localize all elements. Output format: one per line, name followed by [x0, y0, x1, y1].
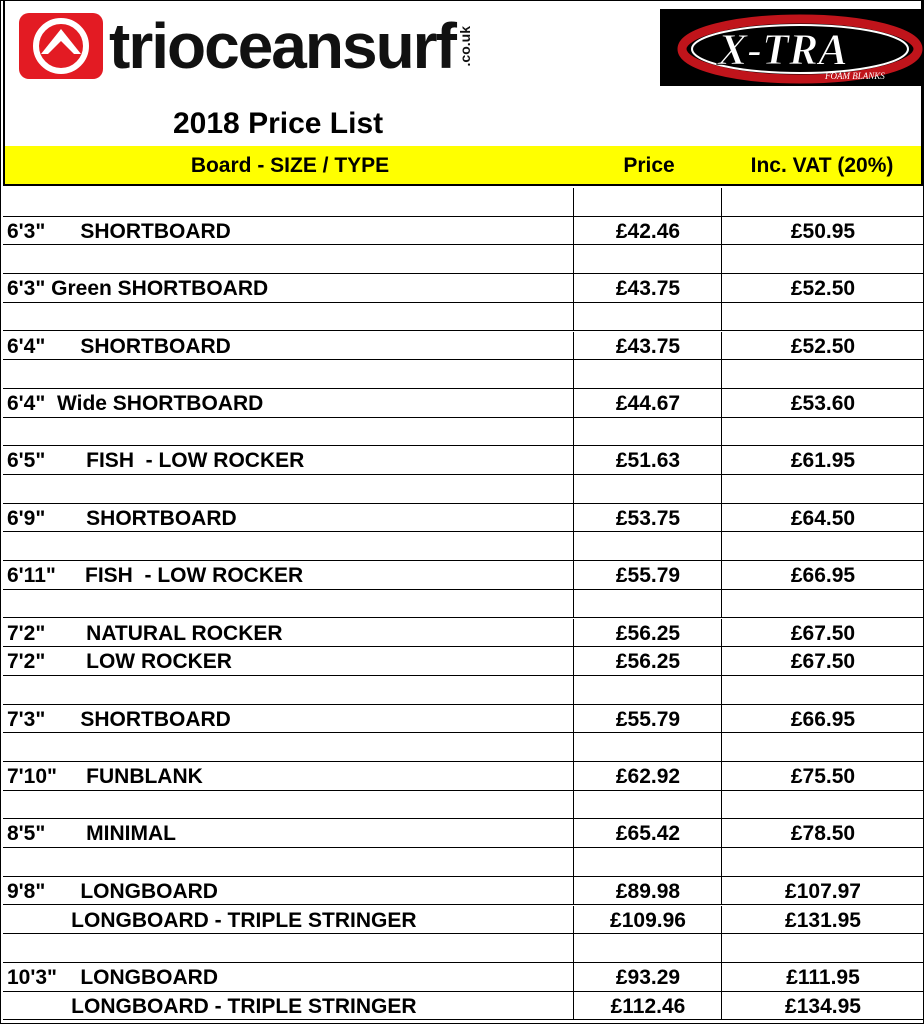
board-description: 6'11" FISH - LOW ROCKER — [7, 564, 304, 588]
board-price-inc-vat: £64.50 — [721, 504, 924, 532]
table-row — [3, 332, 923, 361]
table-row — [3, 561, 923, 590]
board-description: 7'2" LOW ROCKER — [7, 650, 232, 674]
board-price: £62.92 — [573, 762, 722, 790]
brand — [19, 11, 473, 81]
board-price — [573, 532, 722, 560]
board-price-inc-vat — [721, 848, 924, 876]
board-price: £55.79 — [573, 561, 722, 589]
board-price: £55.79 — [573, 705, 722, 733]
board-price — [573, 303, 722, 331]
board-price-inc-vat — [721, 590, 924, 618]
table-row — [3, 532, 923, 561]
table-row — [3, 446, 923, 475]
board-price — [573, 475, 722, 503]
board-description: LONGBOARD - TRIPLE STRINGER — [7, 908, 417, 932]
board-price — [573, 934, 722, 962]
table-row — [3, 992, 923, 1021]
board-description: 7'10" FUNBLANK — [7, 765, 203, 788]
board-price: £42.46 — [573, 217, 722, 245]
table-row — [3, 647, 923, 676]
board-price — [573, 245, 722, 273]
board-description: 7'3" SHORTBOARD — [7, 707, 231, 731]
table-row — [3, 360, 923, 389]
board-price-inc-vat: £52.50 — [721, 332, 924, 360]
board-price-inc-vat — [721, 418, 924, 446]
board-price: £112.46 — [573, 992, 722, 1020]
table-row — [3, 217, 923, 246]
table-row — [3, 705, 923, 734]
board-price — [573, 360, 722, 388]
table-row — [3, 819, 923, 848]
board-price — [573, 791, 722, 819]
table-row — [3, 906, 923, 935]
board-price: £43.75 — [573, 332, 722, 360]
board-price — [573, 733, 722, 761]
board-price-inc-vat: £66.95 — [721, 561, 924, 589]
board-price-inc-vat: £111.95 — [721, 963, 924, 991]
board-price-inc-vat: £134.95 — [721, 992, 924, 1020]
board-price-inc-vat: £52.50 — [721, 274, 924, 302]
table-row — [3, 676, 923, 705]
board-price-inc-vat — [721, 791, 924, 819]
board-price-inc-vat — [721, 303, 924, 331]
board-price: £109.96 — [573, 906, 722, 934]
table-row — [3, 963, 923, 992]
board-price-inc-vat: £61.95 — [721, 446, 924, 474]
board-description: 6'5" FISH - LOW ROCKER — [7, 449, 305, 473]
board-price-inc-vat — [721, 245, 924, 273]
table-row — [3, 619, 923, 648]
board-price: £43.75 — [573, 274, 722, 302]
board-description: 8'5" MINIMAL — [7, 822, 176, 846]
table-row — [3, 274, 923, 303]
table-header — [3, 146, 923, 186]
board-description: 6'3" Green SHORTBOARD — [7, 277, 269, 301]
brand-name: trioceansurf — [109, 10, 455, 82]
column-header-board: Board - SIZE / TYPE — [190, 154, 390, 177]
board-description: 9'8" LONGBOARD — [7, 879, 218, 903]
board-price — [573, 676, 722, 704]
table-row — [3, 733, 923, 762]
board-price-inc-vat: £67.50 — [721, 647, 924, 675]
board-price-inc-vat — [721, 733, 924, 761]
table-row — [3, 762, 923, 791]
board-description: 6'4" SHORTBOARD — [7, 334, 231, 358]
board-price-inc-vat — [721, 532, 924, 560]
board-description: 6'4" Wide SHORTBOARD — [7, 391, 264, 415]
board-price-inc-vat: £78.50 — [721, 819, 924, 847]
trioceansurf-logo-icon — [19, 13, 103, 79]
xtra-logo-subtext: FOAM BLANKS — [825, 71, 885, 81]
board-price-inc-vat: £131.95 — [721, 906, 924, 934]
column-header-vat: Inc. VAT (20%) — [750, 154, 894, 177]
board-price-inc-vat — [721, 934, 924, 962]
column-header-price: Price — [623, 154, 675, 177]
board-price: £65.42 — [573, 819, 722, 847]
xtra-logo-graphic — [660, 9, 924, 86]
board-description: 10'3" LONGBOARD — [7, 965, 218, 989]
table-row — [3, 504, 923, 533]
board-description: LONGBOARD - TRIPLE STRINGER — [7, 994, 417, 1018]
board-price — [573, 590, 722, 618]
table-row — [3, 590, 923, 619]
table-row — [3, 877, 923, 906]
table-row — [3, 303, 923, 332]
header — [3, 1, 923, 146]
page-title: 2018 Price List — [173, 107, 384, 140]
table-row — [3, 475, 923, 504]
table-row — [3, 389, 923, 418]
board-price: £89.98 — [573, 877, 722, 905]
board-price: £56.25 — [573, 647, 722, 675]
board-price-inc-vat — [721, 475, 924, 503]
board-description: 6'3" SHORTBOARD — [7, 219, 231, 243]
board-price: £53.75 — [573, 504, 722, 532]
board-price — [573, 188, 722, 216]
table-row — [3, 934, 923, 963]
board-price: £44.67 — [573, 389, 722, 417]
board-price-inc-vat: £66.95 — [721, 705, 924, 733]
brand-domain: .co.uk — [456, 25, 473, 67]
xtra-foam-blanks-logo — [660, 9, 924, 86]
xtra-logo-text: X-TRA — [718, 25, 848, 74]
table-row — [3, 245, 923, 274]
board-price: £51.63 — [573, 446, 722, 474]
table-row — [3, 791, 923, 820]
board-price — [573, 418, 722, 446]
board-price-inc-vat: £67.50 — [721, 619, 924, 647]
board-price — [573, 848, 722, 876]
table-row — [3, 418, 923, 447]
board-price-inc-vat: £75.50 — [721, 762, 924, 790]
board-price: £93.29 — [573, 963, 722, 991]
board-price: £56.25 — [573, 619, 722, 647]
board-price-inc-vat: £107.97 — [721, 877, 924, 905]
board-price-inc-vat: £50.95 — [721, 217, 924, 245]
board-description: 6'9" SHORTBOARD — [7, 506, 237, 530]
board-price-inc-vat — [721, 188, 924, 216]
board-price-inc-vat — [721, 360, 924, 388]
table-row — [3, 188, 923, 217]
table-row — [3, 848, 923, 877]
board-description: 7'2" NATURAL ROCKER — [7, 621, 283, 645]
board-price-inc-vat: £53.60 — [721, 389, 924, 417]
board-price-inc-vat — [721, 676, 924, 704]
